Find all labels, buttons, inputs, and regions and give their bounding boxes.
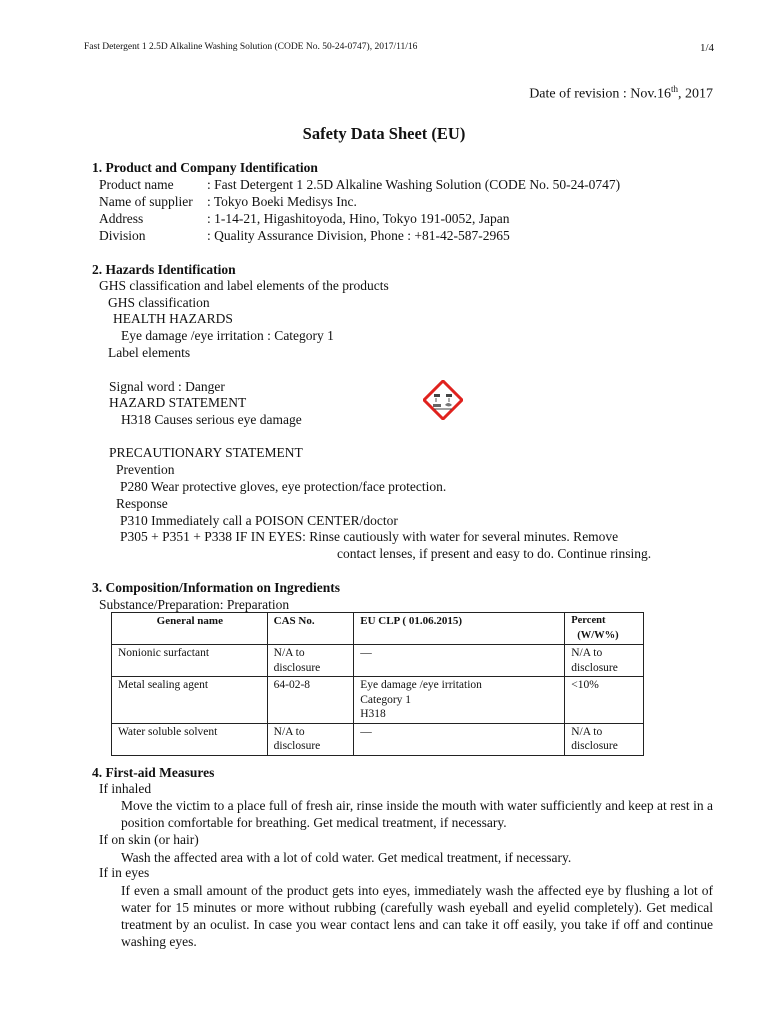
cas-line: N/A to [273,647,305,659]
p305-continuation: contact lenses, if present and easy to do. Continue rinsing. [337,546,652,561]
precautionary-heading: PRECAUTIONARY STATEMENT [109,445,303,460]
address-label: Address [99,211,144,226]
p280-statement: P280 Wear protective gloves, eye protection/face protection. [120,479,447,494]
section-3-heading: 3. Composition/Information on Ingredients [92,580,341,595]
page-number: 1/4 [699,42,714,54]
page-header [84,42,714,52]
revision-sup: th [670,84,678,94]
clp-line: Category 1 [360,693,412,706]
ghs-classification: GHS classification [108,295,210,310]
percent-line: disclosure [571,740,618,752]
p305-statement: P305 + P351 + P338 IF IN EYES: Rinse cautiously with water for several minutes. Remove [120,529,619,544]
table-row [112,723,644,755]
col-percent [565,613,644,645]
cell-cas: 64-02-8 [267,677,354,724]
header-document-info: Fast Detergent 1 2.5D Alkaline Washing Solution (CODE No. 50-24-0747), 2017/11/16 [84,42,418,52]
table-row [112,677,644,724]
corrosion-pictogram-icon [423,380,463,420]
percent-line: N/A to [571,725,603,738]
composition-table [111,612,644,756]
cell-percent [565,723,644,755]
revision-prefix: Date of revision : Nov.16 [529,86,671,102]
if-in-eyes-text: If even a small amount of the product gets into eyes, immediately wash the affected eye by flushing a lot of water for 15 minutes or more without rubbing (carefully wash eyeball and eyelid completely). Get medical treatment by an oculist. In case you wear contact lens and can take it off easily, you take if off and continue washing eyes. [121,883,713,949]
division-label: Division [99,228,146,243]
division-value: : Quality Assurance Division, Phone : +81-42-587-2965 [207,228,510,243]
percent-line: disclosure [571,661,618,674]
supplier-value: : Tokyo Boeki Medisys Inc. [207,194,357,209]
cell-cas [267,723,354,755]
percent-unit: (W/W%) [577,629,619,641]
cell-name: Water soluble solvent [112,723,268,755]
product-name-label: Product name [99,177,174,192]
cell-name: Nonionic surfactant [112,645,268,677]
ghs-intro: GHS classification and label elements of the products [99,278,389,293]
if-in-eyes-label: If in eyes [99,865,150,880]
cell-clp: — [354,645,565,677]
cell-percent [565,645,644,677]
product-name-value: : Fast Detergent 1 2.5D Alkaline Washing Solution (CODE No. 50-24-0747) [207,177,621,192]
section-4-heading: 4. First-aid Measures [92,765,215,780]
hazard-statement-heading: HAZARD STATEMENT [109,395,247,410]
signal-word: Signal word : Danger [109,379,225,394]
document-title: Safety Data Sheet (EU) [302,124,466,143]
address-value: : 1-14-21, Higashitoyoda, Hino, Tokyo 191-0052, Japan [207,211,510,226]
section-1-heading: 1. Product and Company Identification [92,160,318,175]
revision-suffix: , 2017 [678,86,713,102]
substance-preparation: Substance/Preparation: Preparation [99,597,290,612]
eye-damage-category: Eye damage /eye irritation : Category 1 [121,328,334,343]
if-inhaled-label: If inhaled [99,781,152,796]
cas-line: N/A to [273,725,305,738]
prevention-label: Prevention [116,462,175,477]
col-cas-no: CAS No. [267,613,354,645]
p310-statement: P310 Immediately call a POISON CENTER/doctor [120,513,398,528]
table-header-row [112,613,644,645]
h318-statement: H318 Causes serious eye damage [121,412,302,427]
cell-name: Metal sealing agent [112,677,268,724]
percent-label: Percent [571,615,606,626]
if-inhaled-text: Move the victim to a place full of fresh air, rinse inside the mouth with water sufficiently and keep at rest in a position comfortable for breathing. Get medical treatment, if necessary. [121,798,713,830]
if-on-skin-label: If on skin (or hair) [99,832,199,847]
label-elements: Label elements [108,345,191,360]
response-label: Response [116,496,168,511]
cas-line: disclosure [273,740,321,752]
cell-clp [354,677,565,724]
revision-date [529,84,713,103]
section-2-heading: 2. Hazards Identification [92,262,236,277]
clp-line: Eye damage /eye irritation [360,679,482,691]
clp-line: H318 [360,708,386,720]
health-hazards: HEALTH HAZARDS [113,311,233,326]
cell-cas [267,645,354,677]
cas-line: disclosure [273,661,321,674]
table-row [112,645,644,677]
col-eu-clp: EU CLP ( 01.06.2015) [354,613,565,645]
cell-clp: — [354,723,565,755]
supplier-label: Name of supplier [99,194,193,209]
percent-line: N/A to [571,647,603,659]
if-on-skin-text: Wash the affected area with a lot of cold water. Get medical treatment, if necessary. [121,850,572,865]
cell-percent: <10% [565,677,644,724]
col-general-name: General name [112,613,268,645]
